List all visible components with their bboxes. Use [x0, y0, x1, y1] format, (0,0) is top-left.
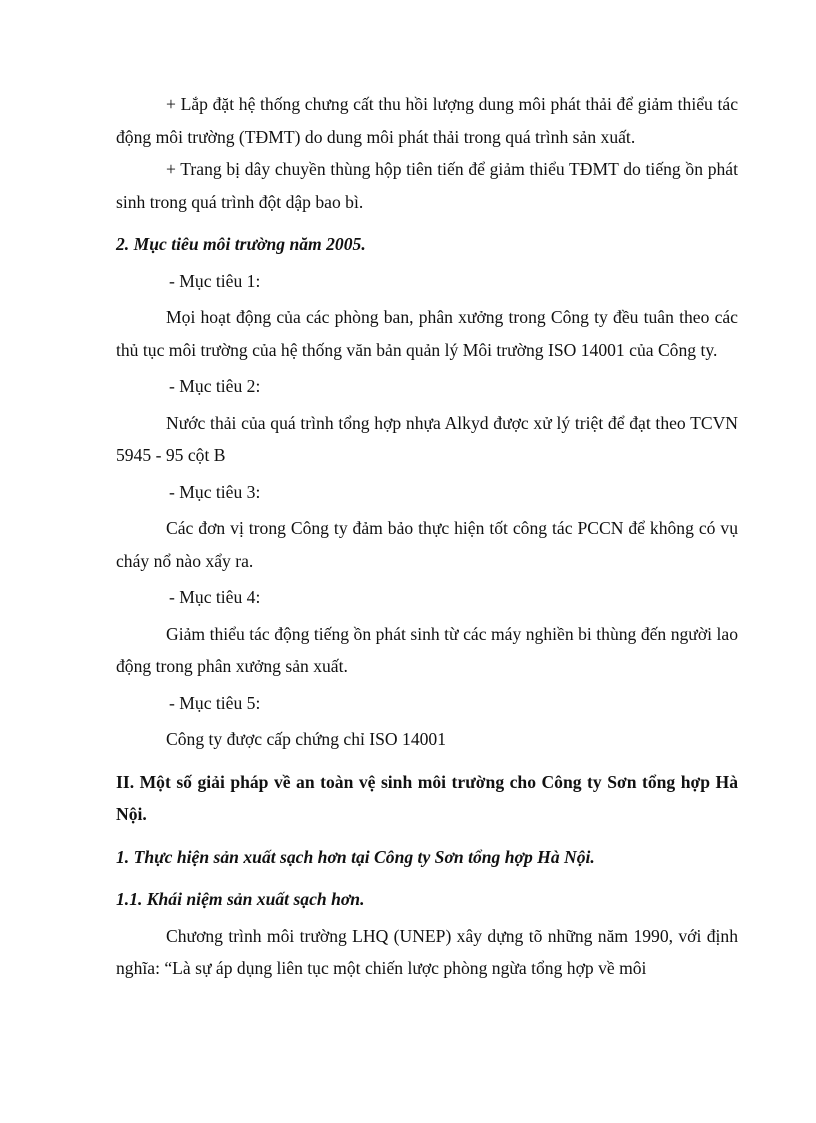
section-heading-env-goals-2005: 2. Mục tiêu môi trường năm 2005.	[116, 234, 366, 254]
subsection-heading-cleaner-production: 1. Thực hiện sản xuất sạch hơn tại Công ty Sơn tổng hợp Hà Nội.	[116, 846, 595, 867]
goal-label: - Mục tiêu 3:	[169, 481, 261, 502]
paragraph-can-line: + Trang bị dây chuyền thùng hộp tiên tiến để giảm thiểu TĐMT do tiếng ồn phát sinh trong quá trình đột dập bao bì.	[116, 159, 738, 212]
paragraph-solvent-recovery: + Lắp đặt hệ thống chưng cất thu hồi lượng dung môi phát thải để giảm thiểu tác động môi trường (TĐMT) do dung môi phát thải trong quá trình sản xuất.	[116, 94, 738, 147]
goal-text: Nước thải của quá trình tổng hợp nhựa Alkyd được xử lý triệt để đạt theo TCVN 5945 - 95 cột B	[116, 412, 738, 465]
goal-list	[116, 265, 738, 756]
goal-text: Mọi hoạt động của các phòng ban, phân xưởng trong Công ty đều tuân theo các thủ tục môi trường của hệ thống văn bản quản lý Môi trường ISO 14001 của Công ty.	[116, 307, 738, 360]
goal-text: Giảm thiểu tác động tiếng ồn phát sinh từ các máy nghiền bi thùng đến người lao động trong phân xưởng sản xuất.	[116, 623, 738, 676]
goal-label: - Mục tiêu 4:	[169, 587, 261, 607]
goal-text: Các đơn vị trong Công ty đảm bảo thực hiện tốt công tác PCCN để không có vụ cháy nổ nào xẩy ra.	[116, 518, 738, 571]
goal-label: - Mục tiêu 2:	[169, 376, 261, 396]
subsection-heading-concept: 1.1. Khái niệm sản xuất sạch hơn.	[116, 889, 365, 909]
goal-text: Công ty được cấp chứng chỉ ISO 14001	[166, 729, 447, 749]
goal-label: - Mục tiêu 5:	[169, 692, 261, 713]
goal-label: - Mục tiêu 1:	[169, 270, 261, 291]
part-ii-heading: II. Một số giải pháp về an toàn vệ sinh môi trường cho Công ty Sơn tổng hợp Hà Nội.	[116, 771, 738, 824]
paragraph-unep-definition: Chương trình môi trường LHQ (UNEP) xây dựng tõ những năm 1990, với định nghĩa: “Là sự áp dụng liên tục một chiến lược phòng ngừa tổng hợp về môi	[116, 925, 738, 978]
